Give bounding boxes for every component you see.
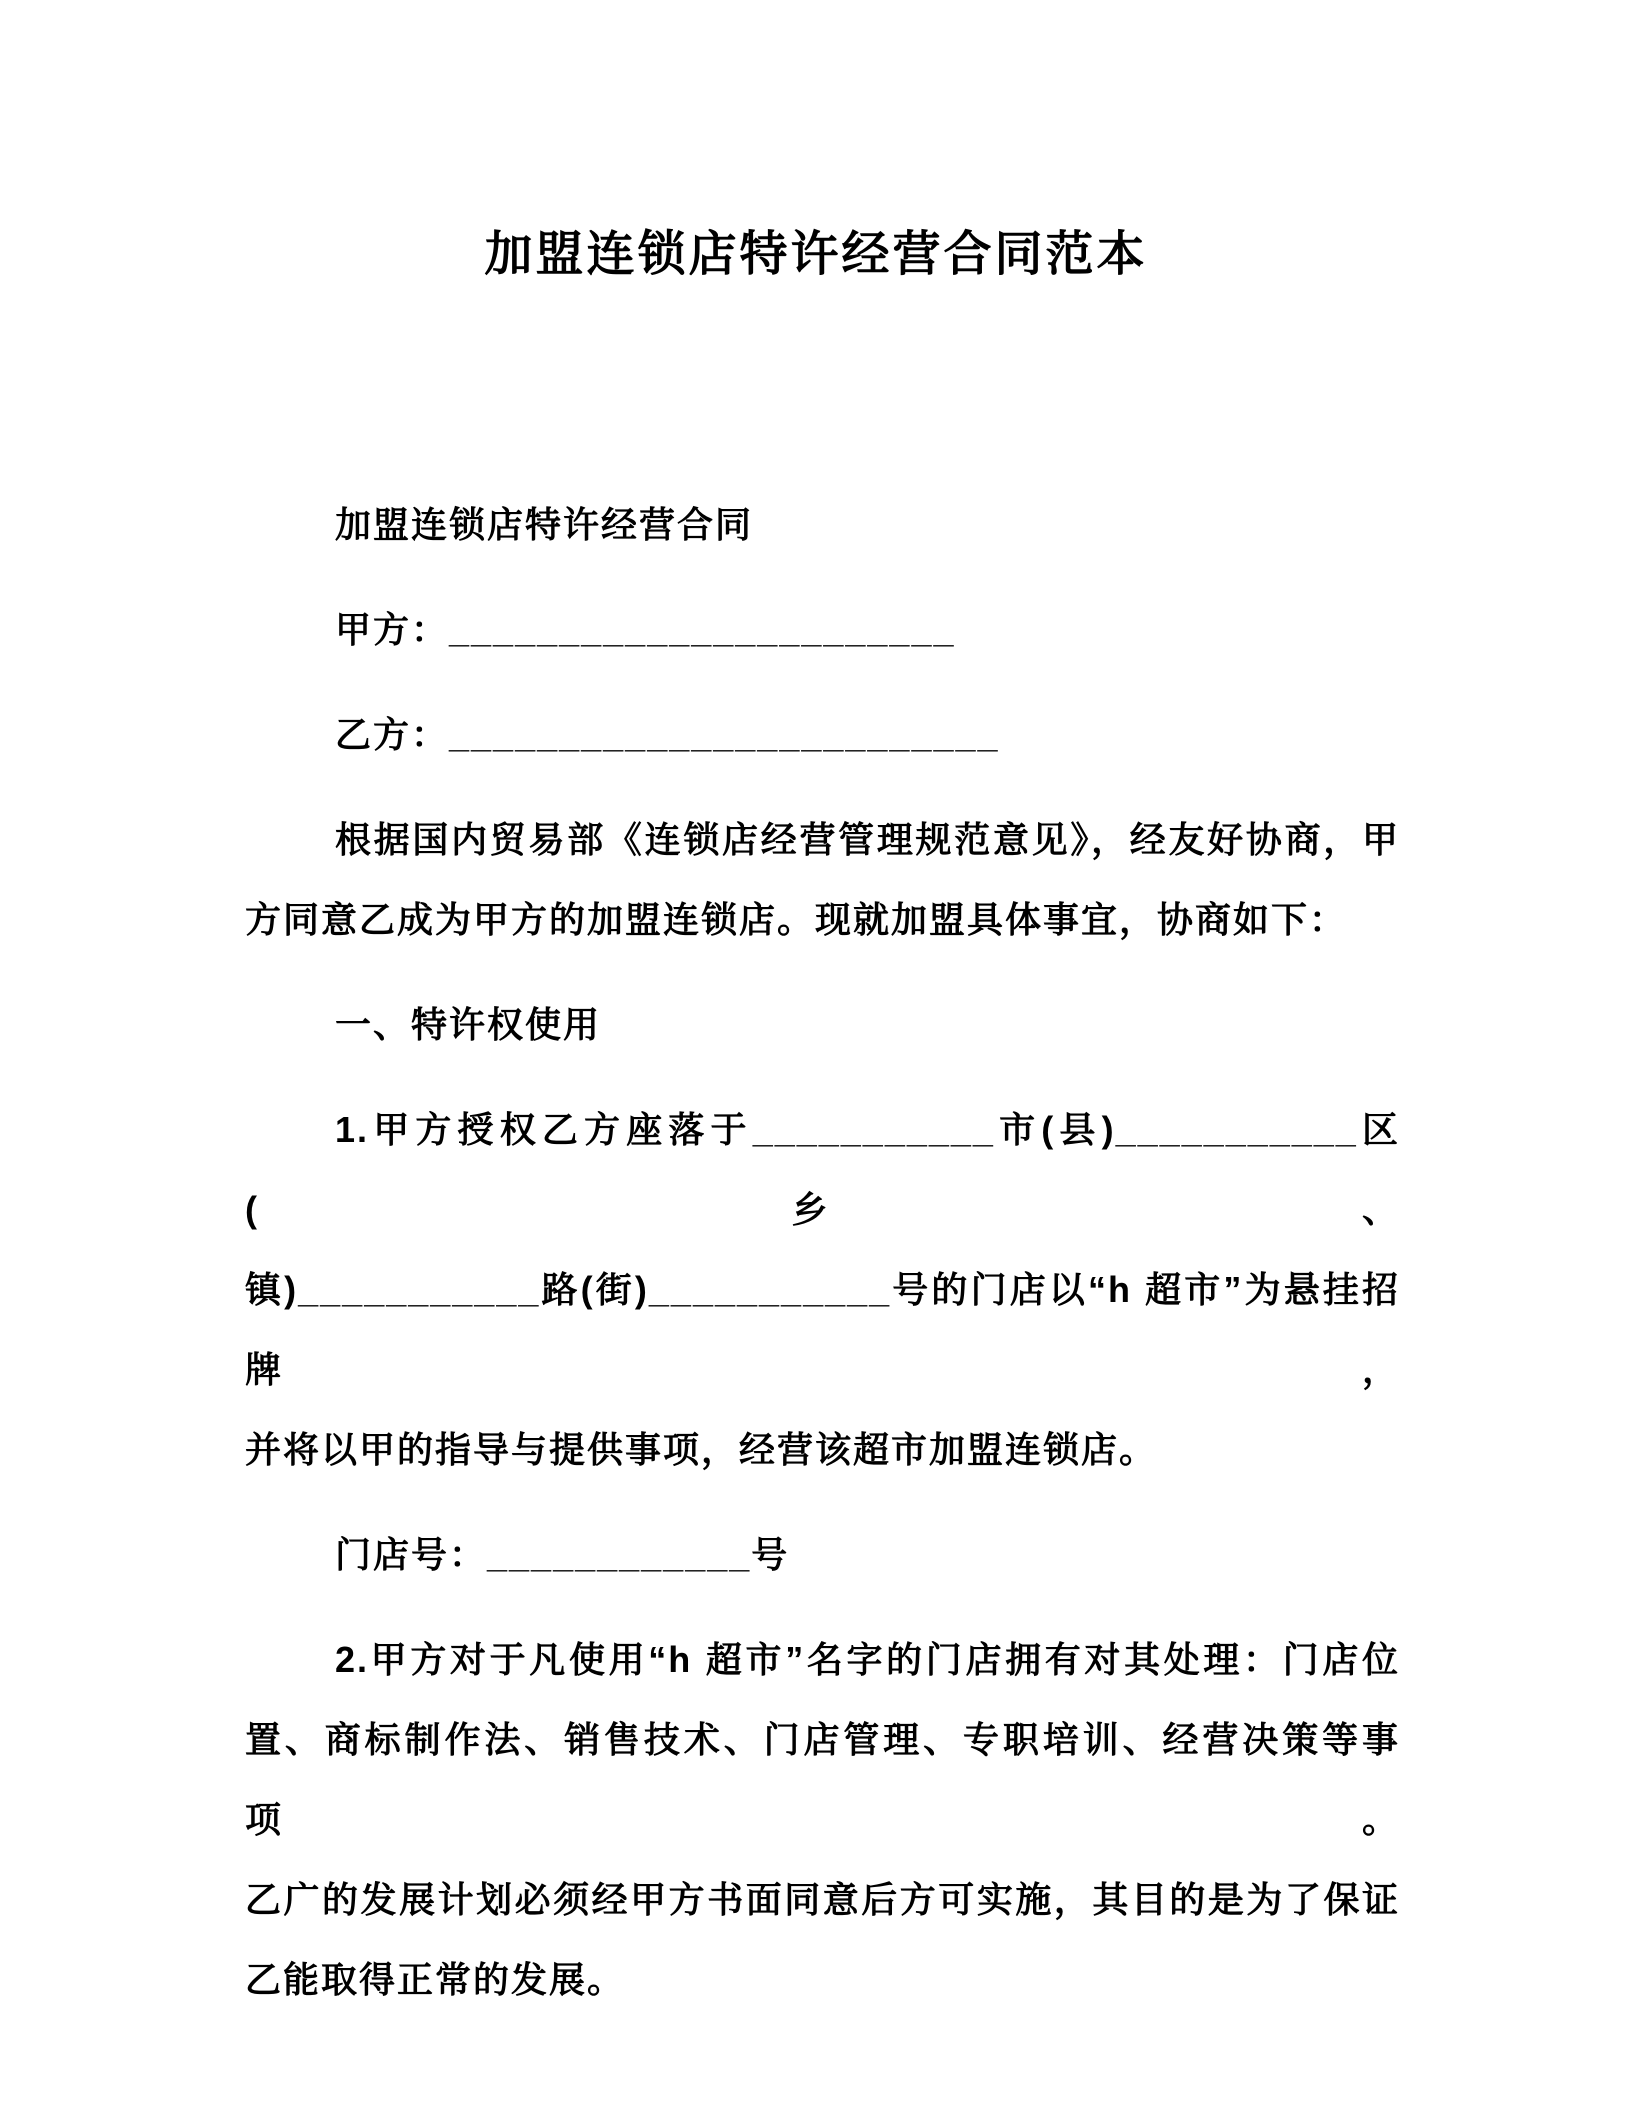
text-line: 乙方：_________________________ [335, 714, 1000, 755]
text-line: 1.甲方授权乙方座落于___________市(县)___________区(乡、 [245, 1109, 1400, 1230]
paragraph-party-b [245, 695, 1400, 775]
paragraph-section-1-heading [245, 985, 1400, 1065]
text-line: 甲方：_______________________ [335, 609, 956, 650]
text-line: 置、商标制作法、销售技术、门店管理、专职培训、经营决策等事项。 [245, 1719, 1400, 1840]
paragraph-clause-1 [245, 1090, 1400, 1490]
text-line: 根据国内贸易部《连锁店经营管理规范意见》，经友好协商，甲 [335, 819, 1400, 860]
text-line: 方同意乙成为甲方的加盟连锁店。现就加盟具体事宜，协商如下： [245, 899, 1348, 940]
paragraph-preamble [245, 800, 1400, 960]
text-line: 加盟连锁店特许经营合同 [335, 504, 754, 545]
paragraph-subtitle [245, 485, 1400, 565]
text-line: 并将以甲的指导与提供事项，经营该超市加盟连锁店。 [245, 1429, 1158, 1470]
text-line: 乙能取得正常的发展。 [245, 1959, 626, 2000]
text-line: 一、特许权使用 [335, 1004, 602, 1045]
paragraph-party-a [245, 590, 1400, 670]
text-line: 门店号：____________号 [335, 1534, 790, 1575]
document-title: 加盟连锁店特许经营合同范本 [484, 228, 1148, 281]
text-line: 镇)___________路(街)___________号的门店以“h 超市”为悬挂招牌， [245, 1269, 1400, 1390]
text-line: 乙广的发展计划必须经甲方书面同意后方可实施，其目的是为了保证 [245, 1879, 1400, 1920]
text-line: 2.甲方对于凡使用“h 超市”名字的门店拥有对其处理：门店位 [335, 1639, 1400, 1680]
paragraph-clause-2 [245, 1620, 1400, 2020]
paragraph-store-number [245, 1515, 1400, 1595]
document-body [245, 485, 1400, 2020]
